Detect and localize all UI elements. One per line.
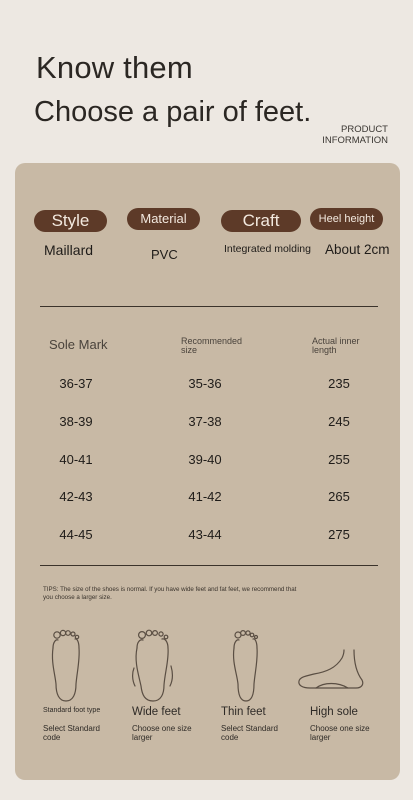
- foot-type-wide: Wide feet: [132, 706, 181, 718]
- table-cell-recommended-size: 39-40: [188, 452, 222, 467]
- attr-value-style: Maillard: [44, 242, 94, 258]
- col-header-actual-inner-length: Actual inner length: [312, 336, 360, 355]
- product-info-label: [322, 124, 388, 146]
- table-cell-recommended-size: 41-42: [188, 489, 222, 504]
- product-info-line1: PRODUCT: [341, 124, 388, 135]
- table-cell-inner-length: 255: [328, 452, 350, 467]
- table-cell-recommended-size: 43-44: [188, 527, 222, 542]
- attr-pill-heel-height: Heel height: [310, 208, 383, 230]
- page-subtitle: Choose a pair of feet.: [34, 96, 312, 128]
- table-cell-sole-mark: 42-43: [59, 489, 93, 504]
- table-cell-sole-mark: 36-37: [59, 376, 93, 391]
- table-cell-recommended-size: 35-36: [188, 376, 222, 391]
- tips-text: TIPS: The size of the shoes is normal. If you have wide feet and fat feet, we recommend that you choose a larger size.: [43, 586, 297, 601]
- foot-advice-wide: Choose one size larger: [132, 724, 192, 742]
- attr-value-material: PVC: [151, 247, 178, 262]
- foot-type-thin: Thin feet: [221, 706, 266, 718]
- page-title: Know them: [36, 50, 193, 85]
- table-cell-recommended-size: 37-38: [188, 414, 222, 429]
- table-cell-inner-length: 265: [328, 489, 350, 504]
- product-info-line2: INFORMATION: [322, 135, 388, 146]
- attr-value-craft: Integrated molding: [224, 243, 311, 255]
- table-cell-inner-length: 275: [328, 527, 350, 542]
- col-header-sole-mark: Sole Mark: [49, 337, 108, 352]
- divider-bottom: [40, 565, 378, 566]
- table-cell-sole-mark: 40-41: [59, 452, 93, 467]
- attr-pill-material: Material: [127, 208, 200, 230]
- table-cell-inner-length: 235: [328, 376, 350, 391]
- table-cell-sole-mark: 38-39: [59, 414, 93, 429]
- attr-pill-craft: Craft: [221, 210, 301, 232]
- thin-foot-icon: [228, 628, 262, 704]
- foot-advice-thin: Select Standard code: [221, 724, 278, 742]
- table-cell-sole-mark: 44-45: [59, 527, 93, 542]
- wide-foot-icon: [132, 628, 174, 704]
- col-header-recommended-size: Recommended size: [181, 336, 243, 355]
- foot-type-standard: Standard foot type: [43, 707, 101, 714]
- table-cell-inner-length: 245: [328, 414, 350, 429]
- attr-pill-style: Style: [34, 210, 107, 232]
- foot-type-high-sole: High sole: [310, 706, 358, 718]
- foot-advice-high-sole: Choose one size larger: [310, 724, 370, 742]
- standard-foot-icon: [48, 628, 84, 704]
- high-sole-foot-icon: [296, 648, 368, 690]
- divider-top: [40, 306, 378, 307]
- attr-value-heel-height: About 2cm: [325, 242, 390, 257]
- foot-advice-standard: Select Standard code: [43, 724, 100, 742]
